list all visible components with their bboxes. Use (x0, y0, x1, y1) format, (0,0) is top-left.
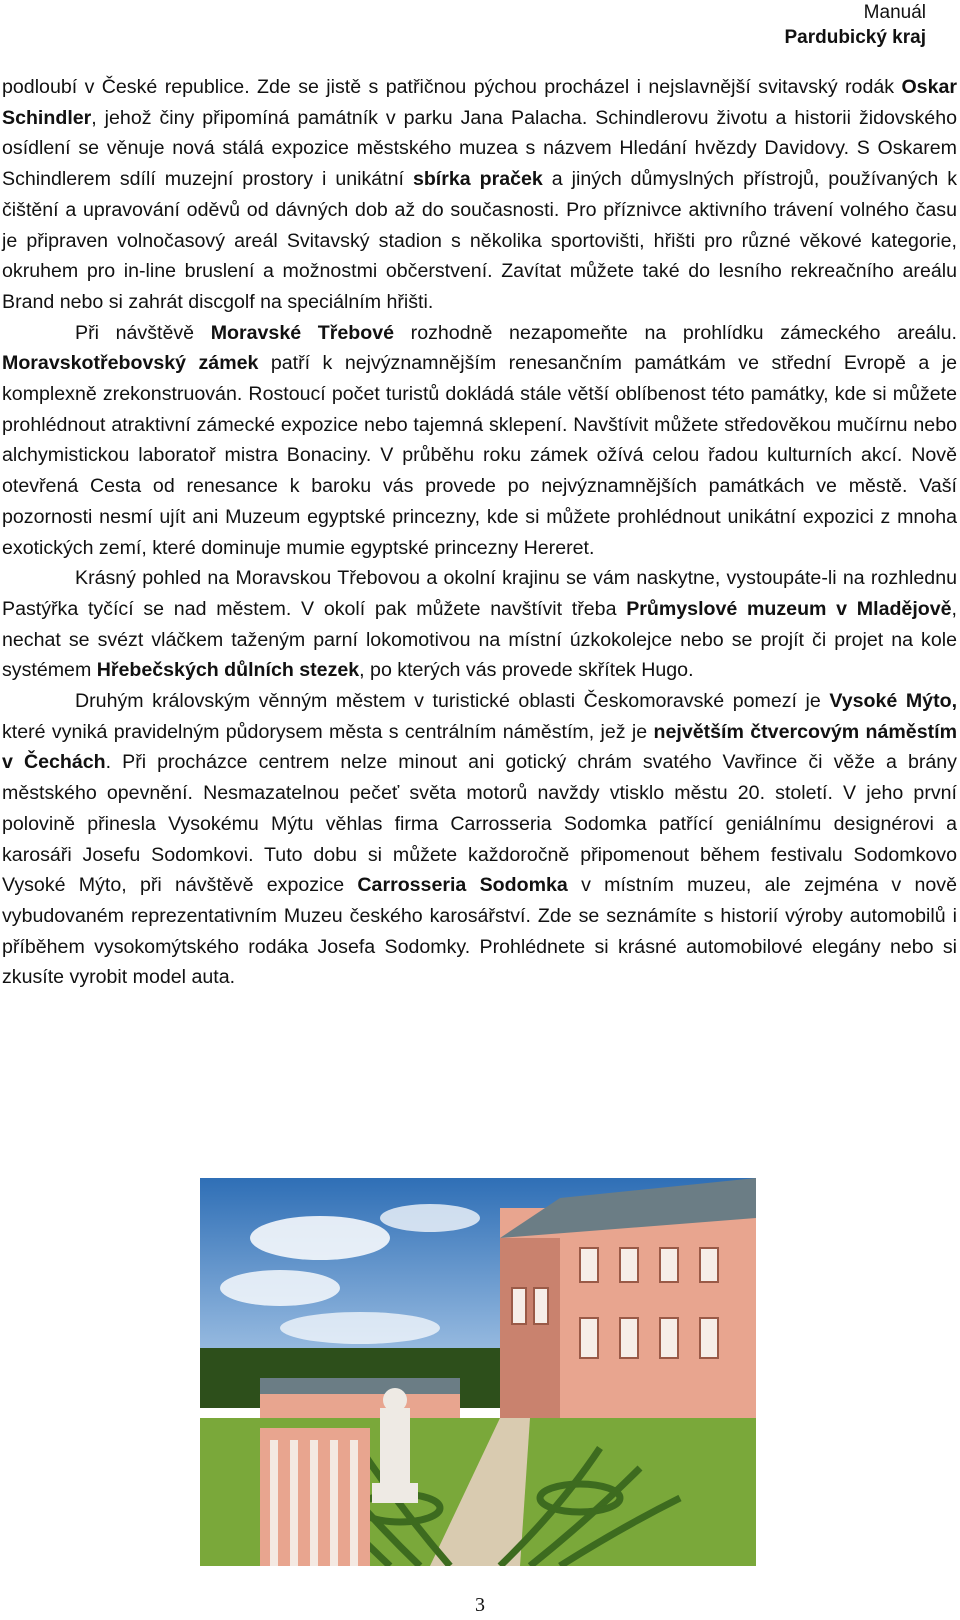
body-paragraph (2, 686, 957, 993)
paragraph-text: Při návštěvě (75, 321, 211, 344)
running-header (784, 0, 926, 50)
paragraph-text: Krásný pohled na Moravskou Třebovou a okolní krajinu se vám naskytne, vystoupáte-li na rozhlednu Pastýřka tyčící se nad městem. V okolí pak můžete navštívit třeba (2, 567, 957, 620)
emphasis-text: Carrosseria Sodomka (357, 874, 568, 897)
photo-cloud (380, 1204, 480, 1232)
castle-garden-photo (200, 1178, 756, 1566)
body-text (2, 72, 957, 993)
photo-low-building-roof (260, 1378, 460, 1396)
paragraph-text: Druhým královským věnným městem v turistické oblasti Českomoravské pomezí je (75, 690, 830, 713)
paragraph-text: které vyniká pravidelným půdorysem města s centrálním náměstím, jež je (2, 720, 654, 743)
paragraph-text: , po kterých vás provede skřítek Hugo. (359, 659, 694, 682)
emphasis-text: Moravské Třebové (210, 321, 395, 344)
paragraph-text: , nechat se svézt vláčkem taženým parní lokomotivou na místní úzkokolejce nebo se projít či projet na kole systémem (2, 597, 957, 682)
emphasis-text: největším čtvercovým náměstím v Čechách (2, 720, 957, 774)
body-paragraph (2, 563, 957, 686)
photo-cloud (220, 1270, 340, 1306)
paragraph-text: , jehož činy připomíná památník v parku Jana Palacha. Schindlerovu životu a historii židovského osídlení se věnuje nová stálá expozice městského muzea s názvem Hledání hvězdy Davidovy. S Oskarem Schindlerem sdílí muzejní prostory i unikátní (2, 106, 957, 191)
emphasis-text: Průmyslové muzeum v Mladějově (626, 597, 952, 620)
header-manual-label: Manuál (863, 2, 926, 23)
body-paragraph (2, 318, 957, 564)
paragraph-text: . Při procházce centrem nelze minout ani gotický chrám svatého Vavřince či věže a brány městského opevnění. Nesmazatelnou pečeť světa motorů navždy vtisklo městu 20. století. V jeho první polovině přinesla Vysokému Mýtu věhlas firma Carrosseria Sodomka patřící geniálnímu designérovi a karosáři Josefu Sodomkovi. Tuto dobu si můžete každoročně připomenout během festivalu Sodomkovo Vysoké Mýto, při návštěvě expozice (2, 751, 957, 897)
emphasis-text: Moravskotřebovský zámek (2, 352, 259, 375)
paragraph-text: v místním muzeu, ale zejména v nově vybudovaném reprezentativním Muzeu českého karosářství. Zde se seznámíte s historií výroby automobilů i příběhem vysokomýtského rodáka Josefa Sodomky. Prohlédnete si krásné automobilové elegány nebo si zkusíte vyrobit model auta. (2, 874, 957, 989)
photo-cloud (250, 1216, 390, 1260)
emphasis-text: Hřebečských důlních stezek (96, 659, 360, 682)
page-number: 3 (475, 1594, 485, 1616)
emphasis-text: Vysoké Mýto, (829, 690, 958, 713)
emphasis-text: Oskar Schindler (2, 76, 957, 129)
photo-cloud (280, 1312, 440, 1344)
photo-illustration (200, 1178, 756, 1566)
paragraph-text: rozhodně nezapomeňte na prohlídku zámeckého areálu. (394, 321, 957, 344)
paragraph-text: a jiných důmyslných přístrojů, používaných k čištění a upravování oděvů od dávných dob až do současnosti. Pro příznivce aktivního trávení volného času je připraven volnočasový areál Svitavský stadion s několika sportovišti, hřišti pro různé věkové kategorie, okruhem pro in-line bruslení a možnostmi občerstvení. Zavítat můžete také do lesního rekreačního areálu Brand nebo si zahrát discgolf na speciálním hřišti. (2, 168, 958, 313)
paragraph-text: patří k nejvýznamnějším renesančním památkám ve střední Evropě a je komplexně zrekonstruován. Rostoucí počet turistů dokládá stále větší oblíbenost této památky, kde si můžete prohlédnout atraktivní zámecké expozice nebo tajemná sklepení. Navštívit můžete středověkou mučírnu nebo alchymistickou laboratoř mistra Bonaciny. V průběhu roku zámek ožívá celou řadou kulturních akcí. Nově otevřená Cesta od renesance k baroku vás provede po nejvýznamnějších památkách ve městě. Vaší pozornosti nesmí ujít ani Muzeum egyptské princezny, kde si můžete prohlédnout unikátní expozici z mnoha exotických zemí, které dominuje mumie egyptské princezny Hereret. (2, 352, 957, 559)
body-paragraph (2, 72, 957, 318)
paragraph-text: podloubí v České republice. Zde se jistě s patřičnou pýchou procházel i nejslavnější svitavský rodák (2, 76, 902, 98)
emphasis-text: sbírka praček (412, 168, 543, 191)
header-region-label: Pardubický kraj (784, 27, 926, 48)
